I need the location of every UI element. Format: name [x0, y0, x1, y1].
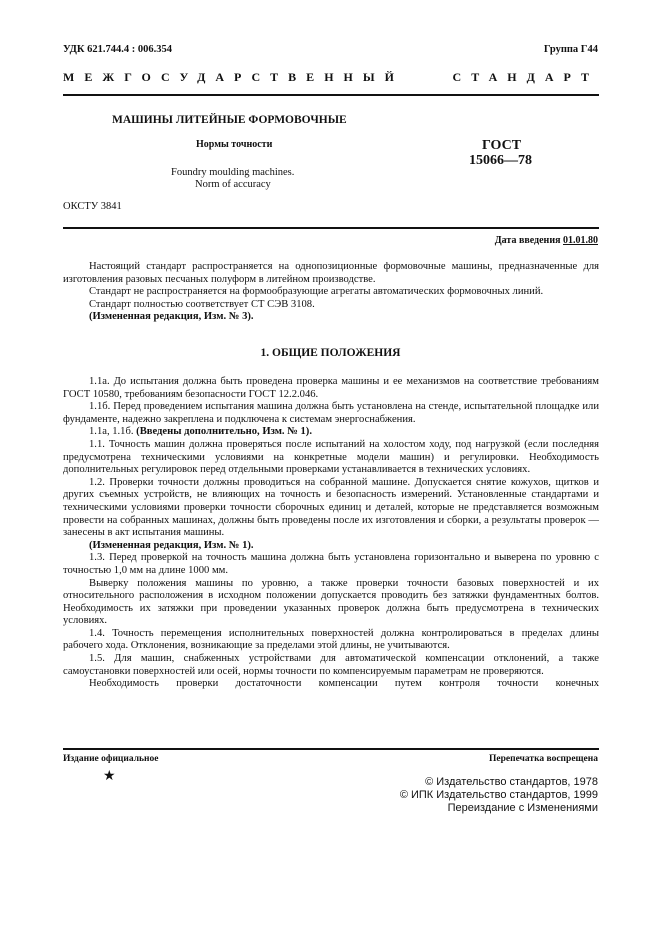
intro-paragraph: Стандарт полностью соответствует СТ СЭВ 3108.	[89, 298, 315, 310]
section-body	[63, 376, 599, 691]
copyright-1978: © Издательство стандартов, 1978	[425, 776, 598, 788]
clause-1-1b: 1.1б. Перед проведением испытания машина должна быть установлена на стенде, испытательной площадке или фундаменте, надежно закреплена и подключена к системам энергоснабжения.	[63, 401, 599, 425]
official-edition-label: Издание официальное	[63, 754, 159, 764]
english-subtitle: Norm of accuracy	[195, 179, 271, 190]
intro-paragraph: Настоящий стандарт распространяется на однопозиционные формовочные машины, предназначенные для изготовления разовых песчаных полуформ в литейном производстве.	[63, 261, 599, 285]
okstu-code: ОКСТУ 3841	[63, 201, 122, 212]
standard-banner: МЕЖГОСУДАРСТВЕННЫЙ СТАНДАРТ	[63, 70, 599, 84]
clause-1-4: 1.4. Точность перемещения исполнительных поверхностей должна контролироваться в пределах длины рабочего хода. Отклонения, возникающие за пределами этой длины, не учитываются.	[63, 627, 599, 652]
group-code: Группа Г44	[543, 44, 598, 55]
footer-rule	[63, 748, 599, 750]
mid-rule	[63, 227, 599, 229]
top-rule	[63, 94, 599, 96]
clause-1-2: 1.2. Проверки точности должны проводиться на собранной машине. Допускается снятие кожухов, щитков и других съемных устройств, не влияющих на точность и безопасность измерений. Установленные стандартами и техническими условиями проверки точности сборочных единиц и деталей, которые не представляется возможным провести на собранных машинах, должны быть проведены после их изготовления и сборки, а результаты проверок — занесены в акт испытания машины.	[63, 476, 599, 539]
clause-1-5: 1.5. Для машин, снабженных устройствами для автоматической компенсации отклонений, а также самоустановки поверхностей или осей, нормы точности по компенсируемым параметрам не проверяются.	[63, 653, 599, 677]
section-heading: 1. ОБЩИЕ ПОЛОЖЕНИЯ	[260, 347, 401, 359]
document-title: МАШИНЫ ЛИТЕЙНЫЕ ФОРМОВОЧНЫЕ	[112, 114, 347, 126]
english-title: Foundry moulding machines.	[171, 167, 295, 178]
effective-date	[495, 235, 598, 246]
clause-1-3: 1.3. Перед проверкой на точность машина должна быть установлена горизонтально и выверена по уровню с точностью 1,0 мм на длине 1000 мм.	[63, 552, 599, 576]
reprint-prohibited-label: Перепечатка воспрещена	[488, 754, 598, 764]
effective-date-label: Дата введения	[494, 235, 563, 246]
clause-1-5-continued: Необходимость проверки достаточности компенсации путем контроля точности конечных	[89, 678, 599, 690]
intro-block	[63, 261, 599, 324]
gost-label: ГОСТ	[482, 138, 522, 153]
copyright-1999: © ИПК Издательство стандартов, 1999	[399, 789, 598, 801]
effective-date-value: 01.01.80	[563, 235, 598, 246]
clause-note-text: (Введены дополнительно, Изм. № 1).	[136, 426, 312, 438]
gost-number: 15066—78	[469, 153, 532, 168]
clause-1-1a: 1.1а. До испытания должна быть проведена проверка машины и ее механизмов на соответствие требованиям ГОСТ 10580, требованиям безопасности ГОСТ 12.2.046.	[63, 376, 599, 400]
clause-1-1: 1.1. Точность машин должна проверяться после испытаний на холостом ходу, под нагрузкой (если последняя предусмотрена техническими условиями на конкретные модели машин) и регулировки. Необходимость дополнительных регулировок перед отдельными проверками устанавливается в технических условиях.	[63, 438, 599, 476]
intro-paragraph: Стандарт не распространяется на формообразующие агрегаты автоматических формовочных линий.	[89, 286, 544, 298]
star-icon: ★	[103, 769, 116, 784]
reissue-note: Переиздание с Изменениями	[447, 802, 598, 814]
udk-code: УДК 621.744.4 : 006.354	[63, 44, 172, 55]
intro-amendment-note: (Измененная редакция, Изм. № 3).	[89, 311, 254, 323]
clause-1-1ab-note	[63, 426, 599, 439]
clause-1-3-continued: Выверку положения машины по уровню, а также проверки точности базовых поверхностей и их относительного расположения в исходном положении допускается проводить без затяжки фундаментных болтов. Необходимость их затяжки при проведении указанных проверок должна быть предусмотрена в технических условиях.	[63, 577, 599, 627]
clause-note-prefix: 1.1а, 1.1б.	[89, 426, 137, 438]
document-subtitle: Нормы точности	[196, 139, 273, 150]
clause-1-2-note: (Измененная редакция, Изм. № 1).	[89, 539, 254, 551]
